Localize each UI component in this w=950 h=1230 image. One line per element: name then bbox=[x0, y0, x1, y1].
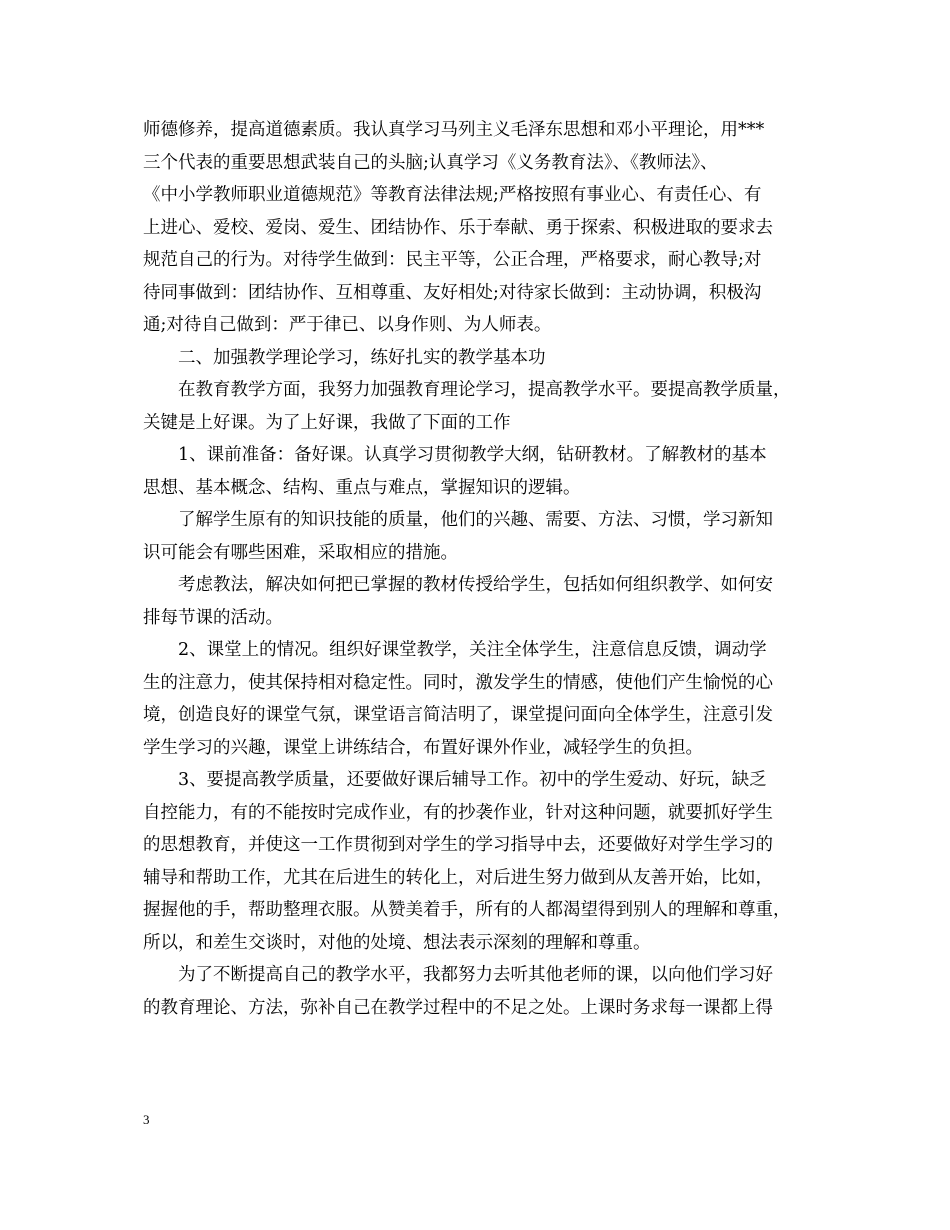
text-line: 生的注意力，使其保持相对稳定性。同时，激发学生的情感，使他们产生愉悦的心 bbox=[143, 672, 773, 693]
text-line: 3、要提高教学质量，还要做好课后辅导工作。初中的学生爱动、好玩，缺乏 bbox=[178, 770, 767, 790]
page-number: 3 bbox=[143, 1112, 150, 1127]
text-line: 考虑教法，解决如何把已掌握的教材传授给学生，包括如何组织教学、如何安 bbox=[178, 575, 773, 595]
text-line: 识可能会有哪些困难，采取相应的措施。 bbox=[143, 542, 458, 563]
text-line: 辅导和帮助工作，尤其在后进生的转化上，对后进生努力做到从友善开始，比如， bbox=[143, 867, 773, 888]
text-line: 自控能力，有的不能按时完成作业，有的抄袭作业，针对这种问题，就要抓好学生 bbox=[143, 802, 773, 823]
text-line: 规范自己的行为。对待学生做到：民主平等，公正合理，严格要求，耐心教导;对 bbox=[143, 250, 762, 270]
text-line: 学生学习的兴趣，课堂上讲练结合，布置好课外作业，减轻学生的负担。 bbox=[143, 737, 703, 758]
text-line: 了解学生原有的知识技能的质量，他们的兴趣、需要、方法、习惯，学习新知 bbox=[178, 510, 773, 530]
document-body bbox=[143, 114, 823, 1024]
text-line: 的思想教育，并使这一工作贯彻到对学生的学习指导中去，还要做好对学生学习的 bbox=[143, 835, 773, 855]
text-line: 待同事做到：团结协作、互相尊重、友好相处;对待家长做到：主动协调，积极沟 bbox=[143, 282, 762, 303]
text-line: 二、加强教学理论学习，练好扎实的教学基本功 bbox=[178, 347, 546, 368]
text-line: 三个代表的重要思想武装自己的头脑;认真学习《义务教育法》、《教师法》、 bbox=[143, 152, 718, 173]
text-line: 师德修养，提高道德素质。我认真学习马列主义毛泽东思想和邓小平理论，用*** bbox=[143, 120, 765, 140]
text-line: 在教育教学方面，我努力加强教育理论学习，提高教学水平。要提高教学质量， bbox=[178, 380, 791, 400]
text-line: 关键是上好课。为了上好课，我做了下面的工作 bbox=[143, 412, 511, 433]
text-line: 境，创造良好的课堂气氛，课堂语言简洁明了，课堂提问面向全体学生，注意引发 bbox=[143, 705, 773, 725]
text-line: 通;对待自己做到：严于律已、以身作则、为人师表。 bbox=[143, 315, 552, 335]
text-line: 握握他的手，帮助整理衣服。从赞美着手，所有的人都渴望得到别人的理解和尊重， bbox=[143, 900, 791, 920]
text-line: 2、课堂上的情况。组织好课堂教学，关注全体学生，注意信息反馈，调动学 bbox=[178, 640, 767, 660]
text-line: 思想、基本概念、结构、重点与难点，掌握知识的逻辑。 bbox=[143, 477, 581, 498]
text-line: 排每节课的活动。 bbox=[143, 607, 283, 628]
text-line: 的教育理论、方法，弥补自己在教学过程中的不足之处。上课时务求每一课都上得 bbox=[143, 997, 773, 1018]
text-line: 1、课前准备：备好课。认真学习贯彻教学大纲，钻研教材。了解教材的基本 bbox=[178, 445, 767, 465]
text-line: 《中小学教师职业道德规范》等教育法律法规;严格按照有事业心、有责任心、有 bbox=[143, 185, 762, 205]
text-line: 所以，和差生交谈时，对他的处境、想法表示深刻的理解和尊重。 bbox=[143, 932, 651, 953]
text-line: 上进心、爱校、爱岗、爱生、团结协作、乐于奉献、勇于探索、积极进取的要求去 bbox=[143, 217, 773, 238]
text-line: 为了不断提高自己的教学水平，我都努力去听其他老师的课，以向他们学习好 bbox=[178, 965, 773, 985]
